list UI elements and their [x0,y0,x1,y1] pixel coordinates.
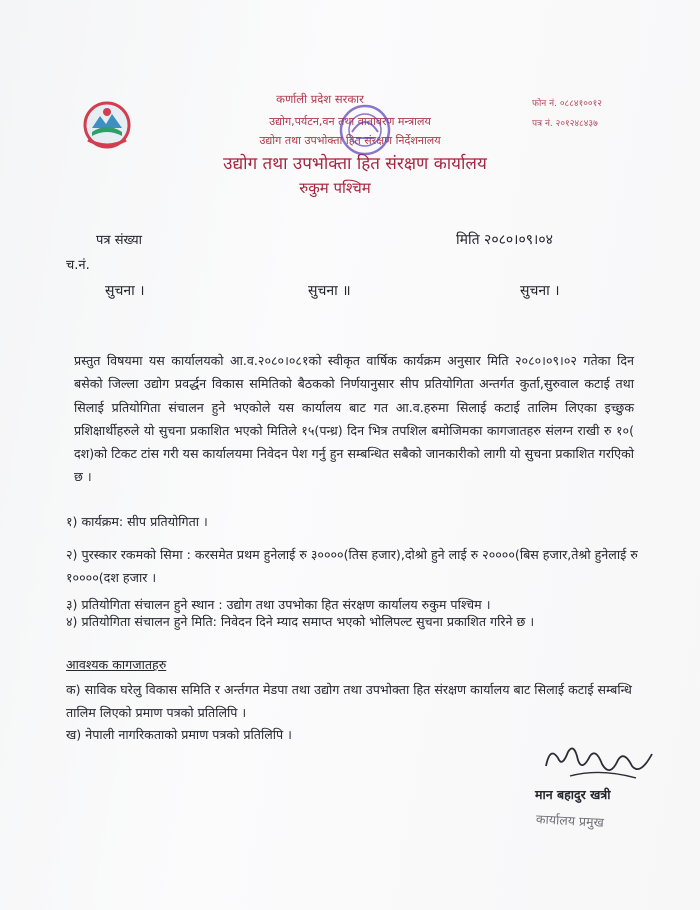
notice-heading-left: सुचना । [105,283,145,299]
letterhead-government: कर्णाली प्रदेश सरकार [276,92,364,106]
letterhead-ministry: उद्योग,पर्यटन,वन तथा वातावरण मन्त्रालय [269,115,431,128]
list-item-prize-amount: २) पुरस्कार रकमको सिमा : करसमेत प्रथम हुनेलाई रु ३००००(तिस हजार),दोश्रो हुने लाई रु २००००(बिस हजार,तेश्रो हुनेलाई रु १००००(दश हजार । [66,547,638,585]
list-item-date: ४) प्रतियोगिता संचालन हुने मिति: निवेदन दिने म्याद समाप्त भएको भोलिपल्ट सुचना प्रकाशित गरिने छ । [66,614,535,629]
nepal-emblem-logo [78,100,136,150]
letterhead-pobox: पत्र नं. २०१२४८४३७ [532,119,598,129]
letterhead-location: रुकुम पश्चिम [299,179,371,197]
letterhead-phone: फोन नं. ०८८४१००१२ [532,99,602,109]
required-document-item: क) साविक घरेलु विकास समिति र अर्न्तगत मेडपा तथा उद्योग तथा उपभोक्ता हित संरक्षण कार्यालय बाट सिलाई कटाई सम्बन्धि तालिम लिएको प्रमाण पत्रको प्रतिलिपि । [66,682,632,720]
required-document-item: ख) नेपाली नागरिकताको प्रमाण पत्रको प्रतिलिपि । [66,727,292,742]
required-documents-heading: आवश्यक कागजातहरु [66,657,167,672]
letterhead-office-title: उद्योग तथा उपभोक्ता हित संरक्षण कार्यालय [223,154,487,174]
signatory-role: कार्यालय प्रमुख [535,811,605,830]
letterhead-directorate: उद्योग तथा उपभोक्ता हित संरक्षण निर्देशनालय [259,134,441,147]
list-item-program: १) कार्यक्रम: सीप प्रतियोगिता । [66,514,208,529]
reference-number-label: पत्र संख्या [96,233,142,248]
document-date: मिति २०८०।०९।०४ [456,232,553,248]
notice-body-paragraph: प्रस्तुत विषयमा यस कार्यालयको आ.व.२०८०।०८१को स्वीकृत वार्षिक कार्यक्रम अनुसार मिति २०८०।०९।०२ गतेका दिन बसेको जिल्ला उद्योग प्रवर्द्धन विकास समितिको बैठकको निर्णयानुसार सीप प्रतियोगिता अन्तर्गत कुर्ता,सुरुवाल कटाई तथा सिलाई प्रतियोगिता संचालन हुने भएकोले यस कार्यालय बाट गत आ.व.हरुमा सिलाई कटाई तालिम लिएका इच्छुक प्रशिक्षार्थीहरुले यो सुचना प्रकाशित भएको मितिले १५(पन्ध्र) दिन भित्र तपशिल बमोजिमका कागजातहरु संलग्न राखी रु १०( दश)को टिकट टांस गरी यस कार्यालयमा निवेदन पेश गर्नु हुन सम्बन्धित सबैको जानकारीको लागी यो सुचना प्रकाशित गरएिको छ । [74,353,634,485]
office-stamp [332,100,398,160]
notice-heading-right: सुचना । [520,283,560,299]
notice-heading-center: सुचना ॥ [308,283,351,299]
list-item-venue: ३) प्रतियोगिता संचालन हुने स्थान : उद्योग तथा उपभोका हित संरक्षण कार्यालय रुकुम पश्चिम । [66,597,491,612]
signatory-name: मान बहादुर खत्री [535,787,611,802]
handwritten-signature [540,738,660,786]
dispatch-number-label: च.नं. [66,258,90,273]
